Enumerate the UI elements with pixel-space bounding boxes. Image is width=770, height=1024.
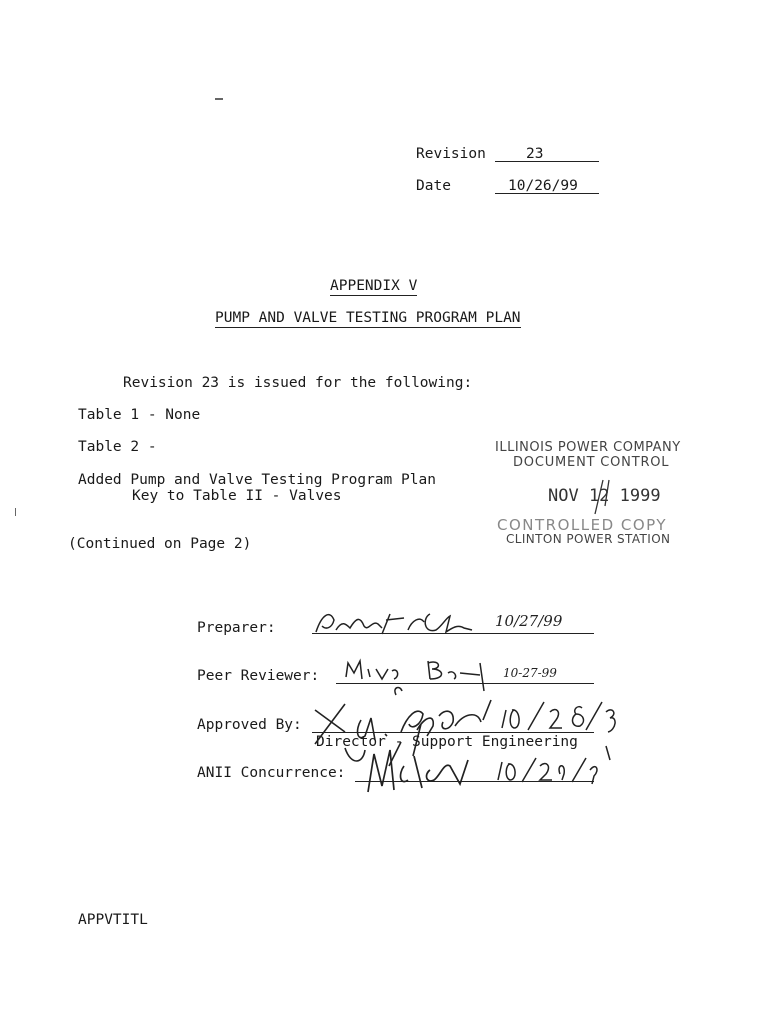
intro-text: Revision 23 is issued for the following:	[123, 375, 473, 391]
change-line-1: Added Pump and Valve Testing Program Plan	[78, 472, 436, 488]
scan-speck	[15, 508, 16, 516]
stamp-document-control: DOCUMENT CONTROL	[513, 455, 670, 470]
plan-title: PUMP AND VALVE TESTING PROGRAM PLAN	[215, 310, 521, 326]
date-underline	[495, 193, 599, 194]
date-label: Date	[416, 178, 451, 194]
revision-label: Revision	[416, 146, 486, 162]
anii-signature	[360, 740, 510, 800]
preparer-date: 10/27/99	[495, 612, 563, 630]
preparer-label: Preparer:	[197, 620, 276, 636]
stamp-company: ILLINOIS POWER COMPANY	[495, 440, 681, 455]
stamp-station: CLINTON POWER STATION	[506, 532, 671, 546]
peer-reviewer-label: Peer Reviewer:	[197, 668, 320, 684]
table2-text: Table 2 -	[78, 439, 157, 455]
anii-label: ANII Concurrence:	[197, 765, 346, 781]
anii-date-text: 10/29/99	[494, 754, 499, 755]
continued-text: (Continued on Page 2)	[68, 536, 252, 552]
table1-text: Table 1 - None	[78, 407, 201, 423]
approved-label: Approved By:	[197, 717, 302, 733]
date-value: 10/26/99	[508, 178, 578, 194]
change-line-2: Key to Table II - Valves	[132, 488, 342, 504]
peer-reviewer-date: 10-27-99	[503, 666, 557, 680]
stamp-date: NOV 12 1999	[548, 486, 661, 506]
revision-value: 23	[526, 146, 544, 162]
appendix-title: APPENDIX V	[330, 278, 418, 294]
approved-date-text: 10/28/99	[494, 694, 499, 695]
preparer-signature	[312, 606, 492, 638]
stamp-controlled-copy: CONTROLLED COPY	[497, 516, 668, 534]
scan-speck	[215, 98, 223, 100]
footer-code: APPVTITL	[78, 912, 148, 928]
approved-title: Director - Support Engineering	[316, 734, 578, 750]
revision-underline	[495, 161, 599, 162]
stamp-initial-mark	[575, 478, 625, 518]
anii-date-mark	[494, 754, 604, 794]
